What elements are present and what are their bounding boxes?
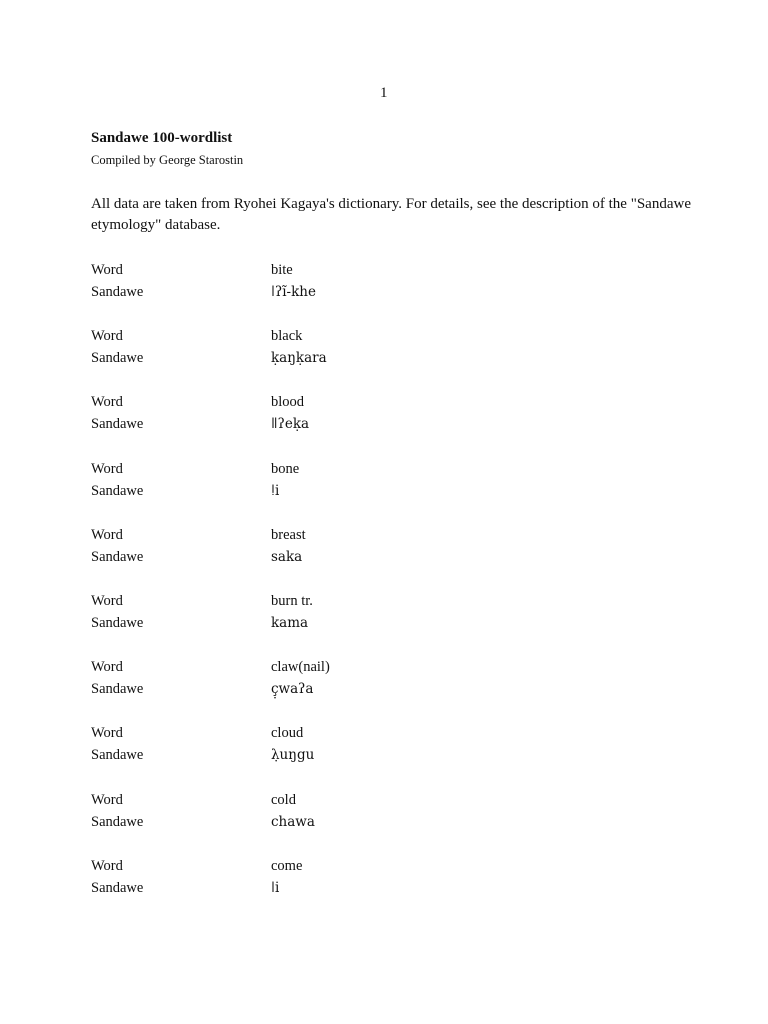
sandawe-label: Sandawe xyxy=(91,681,144,698)
sandawe-label: Sandawe xyxy=(91,548,144,565)
word-label: Word xyxy=(91,460,123,477)
sandawe-label: Sandawe xyxy=(91,416,144,433)
word-value: burn tr. xyxy=(271,592,313,609)
sandawe-label: Sandawe xyxy=(91,747,144,764)
sandawe-value: ǀi xyxy=(271,879,280,896)
wordlist-entry xyxy=(91,656,691,722)
sandawe-value: chawa xyxy=(271,813,315,830)
word-value: cloud xyxy=(271,725,304,742)
word-label: Word xyxy=(91,262,123,278)
sandawe-row xyxy=(91,546,691,568)
sandawe-row xyxy=(91,413,691,435)
wordlist-entry xyxy=(91,391,691,457)
sandawe-row xyxy=(91,281,691,303)
word-value: claw(nail) xyxy=(271,659,330,676)
word-row xyxy=(91,656,691,678)
word-value: cold xyxy=(271,791,296,808)
document-title: Sandawe 100-wordlist xyxy=(91,130,233,146)
word-label: Word xyxy=(91,328,123,345)
word-value: bone xyxy=(271,460,300,477)
word-row xyxy=(91,259,691,281)
word-row xyxy=(91,855,691,877)
word-label: Word xyxy=(91,592,123,609)
wordlist-entry xyxy=(91,855,691,921)
sandawe-value: saka xyxy=(271,548,303,565)
word-row xyxy=(91,789,691,811)
sandawe-label: Sandawe xyxy=(91,614,144,631)
word-row xyxy=(91,458,691,480)
wordlist-entry xyxy=(91,524,691,590)
word-value: bite xyxy=(271,262,293,278)
word-label: Word xyxy=(91,659,123,676)
sandawe-value: ǀʔĩ-khe xyxy=(271,284,316,300)
page-number: 1 xyxy=(380,85,388,101)
word-row xyxy=(91,722,691,744)
word-value: come xyxy=(271,857,303,874)
intro-paragraph: All data are taken from Ryohei Kagaya's dictionary. For details, see the description of the "Sandawe etymology" database. xyxy=(91,196,691,233)
sandawe-value: ǃi xyxy=(271,482,280,499)
word-label: Word xyxy=(91,791,123,808)
word-value: breast xyxy=(271,526,306,543)
word-row xyxy=(91,590,691,612)
wordlist-entry xyxy=(91,722,691,788)
wordlist-entry xyxy=(91,458,691,524)
wordlist-entry xyxy=(91,259,691,325)
word-label: Word xyxy=(91,526,123,543)
sandawe-value: ç̣waʔa xyxy=(271,681,314,698)
sandawe-label: Sandawe xyxy=(91,813,144,830)
sandawe-row xyxy=(91,612,691,634)
word-label: Word xyxy=(91,725,123,742)
sandawe-value: kama xyxy=(271,614,309,631)
wordlist-entry xyxy=(91,325,691,391)
word-label: Word xyxy=(91,857,123,874)
sandawe-row xyxy=(91,811,691,833)
word-row xyxy=(91,524,691,546)
sandawe-label: Sandawe xyxy=(91,284,144,300)
sandawe-row xyxy=(91,678,691,700)
wordlist-entry xyxy=(91,789,691,855)
sandawe-row xyxy=(91,877,691,899)
word-value: blood xyxy=(271,394,305,411)
word-row xyxy=(91,391,691,413)
sandawe-value: ǁʔeḳa xyxy=(271,416,310,433)
sandawe-label: Sandawe xyxy=(91,879,144,896)
sandawe-label: Sandawe xyxy=(91,350,144,367)
word-label: Word xyxy=(91,394,123,411)
sandawe-row xyxy=(91,347,691,369)
document-subtitle: Compiled by George Starostin xyxy=(91,153,244,167)
sandawe-row xyxy=(91,480,691,502)
sandawe-row xyxy=(91,744,691,766)
wordlist-entry xyxy=(91,590,691,656)
sandawe-label: Sandawe xyxy=(91,482,144,499)
word-value: black xyxy=(271,328,303,345)
sandawe-value: λ̣uŋgu xyxy=(271,747,315,764)
word-row xyxy=(91,325,691,347)
sandawe-value: ḳaŋḳara xyxy=(271,350,327,367)
wordlist xyxy=(91,259,691,921)
